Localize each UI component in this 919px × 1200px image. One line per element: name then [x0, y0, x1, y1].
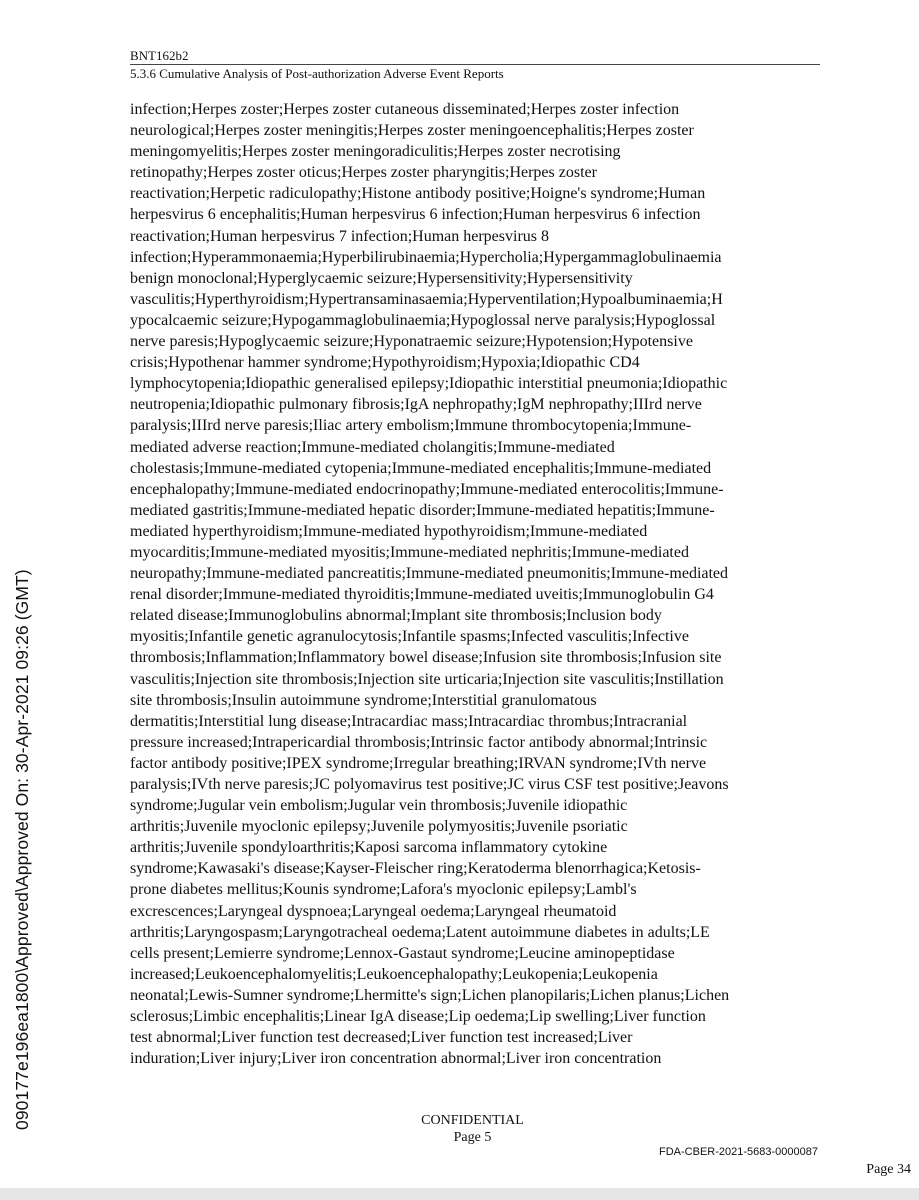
body-text-line: crisis;Hypothenar hammer syndrome;Hypothyroidism;Hypoxia;Idiopathic CD4 [130, 354, 640, 372]
body-text-line: neuropathy;Immune-mediated pancreatitis;Immune-mediated pneumonitis;Immune-mediated [130, 565, 729, 583]
body-text-line: ypocalcaemic seizure;Hypogammaglobulinaemia;Hypoglossal nerve paralysis;Hypoglossal [130, 311, 716, 329]
body-text-line: neutropenia;Idiopathic pulmonary fibrosis;IgA nephropathy;IgM nephropathy;IIIrd nerve [130, 396, 702, 414]
header-divider [130, 64, 820, 65]
body-text-line: factor antibody positive;IPEX syndrome;Irregular breathing;IRVAN syndrome;IVth nerve [130, 754, 707, 772]
body-text-line: thrombosis;Inflammation;Inflammatory bowel disease;Infusion site thrombosis;Infusion site [130, 649, 722, 667]
product-name: BNT162b2 [130, 48, 189, 63]
body-text-line: dermatitis;Interstitial lung disease;Intracardiac mass;Intracardiac thrombus;Intracranial [130, 712, 688, 730]
body-text-line: vasculitis;Injection site thrombosis;Injection site urticaria;Injection site vasculitis;Instillation [130, 670, 724, 688]
confidential-label: CONFIDENTIAL [421, 1113, 524, 1128]
adverse-event-term-list [130, 99, 820, 1069]
body-text-line: paralysis;IVth nerve paresis;JC polyomavirus test positive;JC virus CSF test positive;Jeavons [130, 776, 729, 793]
body-text-line: myositis;Infantile genetic agranulocytosis;Infantile spasms;Infected vasculitis;Infective [130, 628, 689, 646]
body-text-line: herpesvirus 6 encephalitis;Human herpesvirus 6 infection;Human herpesvirus 6 infection [130, 206, 701, 224]
body-text-line: reactivation;Human herpesvirus 7 infection;Human herpesvirus 8 [130, 227, 549, 245]
body-text-line: arthritis;Juvenile spondyloarthritis;Kaposi sarcoma inflammatory cytokine [130, 839, 608, 857]
body-text-line: mediated hyperthyroidism;Immune-mediated hypothyroidism;Immune-mediated [130, 522, 648, 540]
body-text-line: cholestasis;Immune-mediated cytopenia;Immune-mediated encephalitis;Immune-mediated [130, 459, 712, 477]
body-text-line: site thrombosis;Insulin autoimmune syndrome;Interstitial granulomatous [130, 691, 597, 709]
body-text-line: neonatal;Lewis-Sumner syndrome;Lhermitte's sign;Lichen planopilaris;Lichen planus;Lichen [130, 986, 730, 1004]
body-text-line: myocarditis;Immune-mediated myositis;Immune-mediated nephritis;Immune-mediated [130, 543, 689, 561]
page-footer [300, 1112, 645, 1146]
body-text-line: retinopathy;Herpes zoster oticus;Herpes zoster pharyngitis;Herpes zoster [130, 164, 597, 182]
section-title: 5.3.6 Cumulative Analysis of Post-authorization Adverse Event Reports [130, 66, 504, 81]
body-text-line: renal disorder;Immune-mediated thyroiditis;Immune-mediated uveitis;Immunoglobulin G4 [130, 586, 714, 604]
body-text-line: vasculitis;Hyperthyroidism;Hypertransaminasaemia;Hyperventilation;Hypoalbuminaemia;H [130, 290, 723, 308]
body-text-line: test abnormal;Liver function test decreased;Liver function test increased;Liver [130, 1029, 633, 1047]
body-text-line: induration;Liver injury;Liver iron concentration abnormal;Liver iron concentration [130, 1050, 662, 1068]
approval-stamp: 090177e196ea1800\Approved\Approved On: 30-Apr-2021 09:26 (GMT) [12, 569, 32, 1130]
body-text-line: pressure increased;Intrapericardial thrombosis;Intrinsic factor antibody abnormal;Intrinsic [130, 733, 708, 751]
body-text-line: reactivation;Herpetic radiculopathy;Histone antibody positive;Hoigne's syndrome;Human [130, 185, 706, 203]
body-text-line: syndrome;Kawasaki's disease;Kayser-Fleischer ring;Keratoderma blenorrhagica;Ketosis- [130, 860, 701, 878]
document-id: FDA-CBER-2021-5683-0000087 [659, 1146, 818, 1158]
body-text-line: arthritis;Juvenile myoclonic epilepsy;Juvenile polymyositis;Juvenile psoriatic [130, 818, 628, 836]
body-text-line: meningomyelitis;Herpes zoster meningoradiculitis;Herpes zoster necrotising [130, 143, 621, 161]
body-text-line: syndrome;Jugular vein embolism;Jugular vein thrombosis;Juvenile idiopathic [130, 797, 628, 815]
outer-page-number: Page 34 [866, 1162, 911, 1177]
body-text-line: sclerosus;Limbic encephalitis;Linear IgA disease;Lip oedema;Lip swelling;Liver function [130, 1008, 706, 1026]
body-text-line: infection;Hyperammonaemia;Hyperbilirubinaemia;Hypercholia;Hypergammaglobulinaemia [130, 248, 722, 266]
body-text-line: infection;Herpes zoster;Herpes zoster cutaneous disseminated;Herpes zoster infection [130, 101, 680, 118]
body-text-line: encephalopathy;Immune-mediated endocrinopathy;Immune-mediated enterocolitis;Immune- [130, 480, 724, 498]
body-text-line: arthritis;Laryngospasm;Laryngotracheal oedema;Latent autoimmune diabetes in adults;LE [130, 923, 710, 941]
body-text-line: lymphocytopenia;Idiopathic generalised epilepsy;Idiopathic interstitial pneumonia;Idiopathic [130, 375, 728, 393]
body-text-line: increased;Leukoencephalomyelitis;Leukoencephalopathy;Leukopenia;Leukopenia [130, 965, 658, 983]
body-text-line: prone diabetes mellitus;Kounis syndrome;Lafora's myoclonic epilepsy;Lambl's [130, 881, 637, 899]
body-text-line: cells present;Lemierre syndrome;Lennox-Gastaut syndrome;Leucine aminopeptidase [130, 944, 675, 962]
body-text-line: nerve paresis;Hypoglycaemic seizure;Hyponatraemic seizure;Hypotension;Hypotensive [130, 333, 693, 351]
body-text-line: benign monoclonal;Hyperglycaemic seizure;Hypersensitivity;Hypersensitivity [130, 269, 633, 287]
body-text-line: mediated gastritis;Immune-mediated hepatic disorder;Immune-mediated hepatitis;Immune- [130, 501, 715, 519]
body-text-line: neurological;Herpes zoster meningitis;Herpes zoster meningoencephalitis;Herpes zoster [130, 122, 694, 140]
body-text-line: excrescences;Laryngeal dyspnoea;Laryngeal oedema;Laryngeal rheumatoid [130, 902, 617, 920]
page-number: Page 5 [453, 1130, 492, 1145]
page-bottom-edge [0, 1188, 919, 1200]
body-text-line: paralysis;IIIrd nerve paresis;Iliac artery embolism;Immune thrombocytopenia;Immune- [130, 417, 692, 435]
body-text-line: mediated adverse reaction;Immune-mediated cholangitis;Immune-mediated [130, 438, 615, 456]
page-header [130, 47, 820, 83]
body-text-line: related disease;Immunoglobulins abnormal;Implant site thrombosis;Inclusion body [130, 607, 662, 625]
